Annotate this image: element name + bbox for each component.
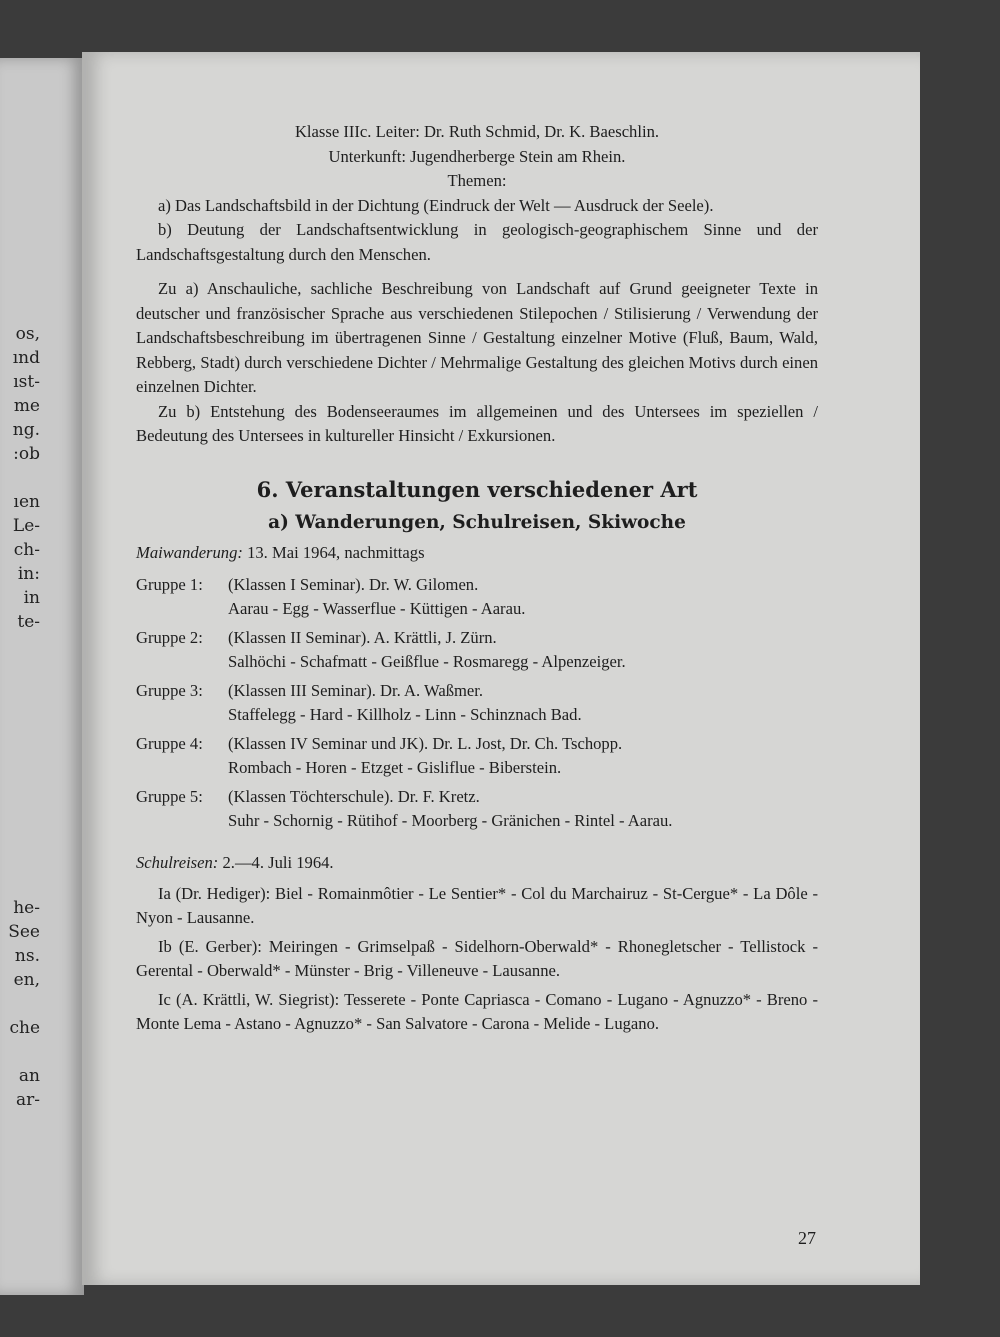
group-classes: (Klassen IV Seminar und JK). Dr. L. Jost, Dr. Ch. Tschopp. [228,734,623,753]
maiwanderung-line [136,541,818,566]
accommodation-line: Unterkunft: Jugendherberge Stein am Rhein. [328,146,626,166]
left-page-fragment: ıen [13,492,40,512]
trip-entry: Ic (A. Krättli, W. Siegrist): Tesserete - Ponte Capriasca - Comano - Lugano - Agnuzzo* - Breno - Monte Lema - Astano - Agnuzzo* - San Salvatore - Carona - Melide - Lugano. [136,989,818,1033]
group-route: Rombach - Horen - Etzget - Gisliflue - Biberstein. [228,758,562,777]
group-route: Salhöchi - Schafmatt - Geißflue - Rosmaregg - Alpenzeiger. [228,652,626,671]
schulreisen-label: Schulreisen: [136,853,219,872]
paragraph-zu-a: Zu a) Anschauliche, sachliche Beschreibung von Landschaft auf Grund geeigneter Texte in deutscher und französischer Sprache aus verschiedenen Stilepochen / Stilisierung / Verwendung der Landschaftsbeschreibung im übertragenen Sinne / Gestaltung einzelner Motive (Fluß, Baum, Wald, Rebberg, Stadt) durch verschiedene Dichter / Mehrmalige Gestaltung des gleichen Motivs durch einen einzelnen Dichter. [136,279,818,396]
left-page-fragment: ıst- [13,372,40,392]
left-page-fragment: che [9,1018,40,1038]
left-page-fragment: :ob [13,444,40,464]
left-page-fragment: he- [13,898,40,918]
group-label: Gruppe 3: [136,681,203,700]
group-entry [136,679,818,727]
group-entry [136,732,818,780]
section-subtitle: a) Wanderungen, Schulreisen, Skiwoche [268,511,686,533]
group-entry [136,626,818,674]
group-label: Gruppe 5: [136,787,203,806]
group-label: Gruppe 1: [136,575,203,594]
left-page-fragment: in: [17,564,40,584]
class-header: Klasse IIIc. Leiter: Dr. Ruth Schmid, Dr. K. Baeschlin. [294,122,660,141]
group-entry [136,785,818,833]
left-page-fragment: ch- [13,540,40,560]
theme-a: a) Das Landschaftsbild in der Dichtung (Eindruck der Welt — Ausdruck der Seele). [158,195,714,215]
group-label: Gruppe 2: [136,628,203,647]
group-list [136,573,818,833]
themes-heading: Themen: [447,171,507,190]
group-classes: (Klassen III Seminar). Dr. A. Waßmer. [228,681,484,700]
group-classes: (Klassen II Seminar). A. Krättli, J. Zürn. [228,628,497,647]
left-page-fragment: an [18,1066,40,1086]
trip-entry: Ia (Dr. Hediger): Biel - Romainmôtier - Le Sentier* - Col du Marchairuz - St-Cergue* - La Dôle - Nyon - Lausanne. [136,883,818,927]
group-route: Aarau - Egg - Wasserflue - Küttigen - Aarau. [228,599,526,618]
maiwanderung-date: 13. Mai 1964, nachmittags [242,542,425,562]
left-page-edge [0,58,84,1295]
trip-entry: Ib (E. Gerber): Meiringen - Grimselpaß - Sidelhorn-Oberwald* - Rhonegletscher - Tellistock - Gerental - Oberwald* - Münster - Brig - Villeneuve - Lausanne. [136,936,818,980]
group-entry [136,573,818,621]
left-page-fragment: ar- [15,1090,40,1110]
left-page-fragment: ng. [12,420,40,440]
section-title: 6. Veranstaltungen verschiedener Art [256,476,698,502]
left-page-fragment: ns. [14,946,40,966]
left-page-fragment: in [23,588,40,608]
group-route: Suhr - Schornig - Rütihof - Moorberg - Gränichen - Rintel - Aarau. [228,811,673,830]
group-route: Staffelegg - Hard - Killholz - Linn - Schinznach Bad. [228,705,582,724]
theme-b: b) Deutung der Landschaftsentwicklung in geologisch-geographischem Sinne und der Landschaftsgestaltung durch den Menschen. [136,220,818,264]
left-page-fragment: Le- [12,516,40,536]
left-page-fragment: ınd [12,348,40,368]
page-content [136,120,818,1041]
group-classes: (Klassen I Seminar). Dr. W. Gilomen. [228,575,479,594]
page-number: 27 [798,1228,816,1248]
left-page-fragment: See [8,922,40,942]
group-label: Gruppe 4: [136,734,203,753]
left-page-fragment: me [13,396,40,416]
maiwanderung-label: Maiwanderung: [136,542,243,562]
group-classes: (Klassen Töchterschule). Dr. F. Kretz. [228,787,480,806]
paragraph-zu-b: Zu b) Entstehung des Bodenseeraumes im allgemeinen und des Untersees im speziellen / Bedeutung des Untersees in kultureller Hinsicht / Exkursionen. [136,401,818,445]
left-page-fragment: en, [13,970,40,990]
left-page-fragment: os, [15,324,40,344]
schulreisen-date: 2.—4. Juli 1964. [218,853,334,872]
left-page-fragment: te- [17,612,40,632]
book-page [82,52,920,1285]
schulreisen-line [136,851,818,876]
